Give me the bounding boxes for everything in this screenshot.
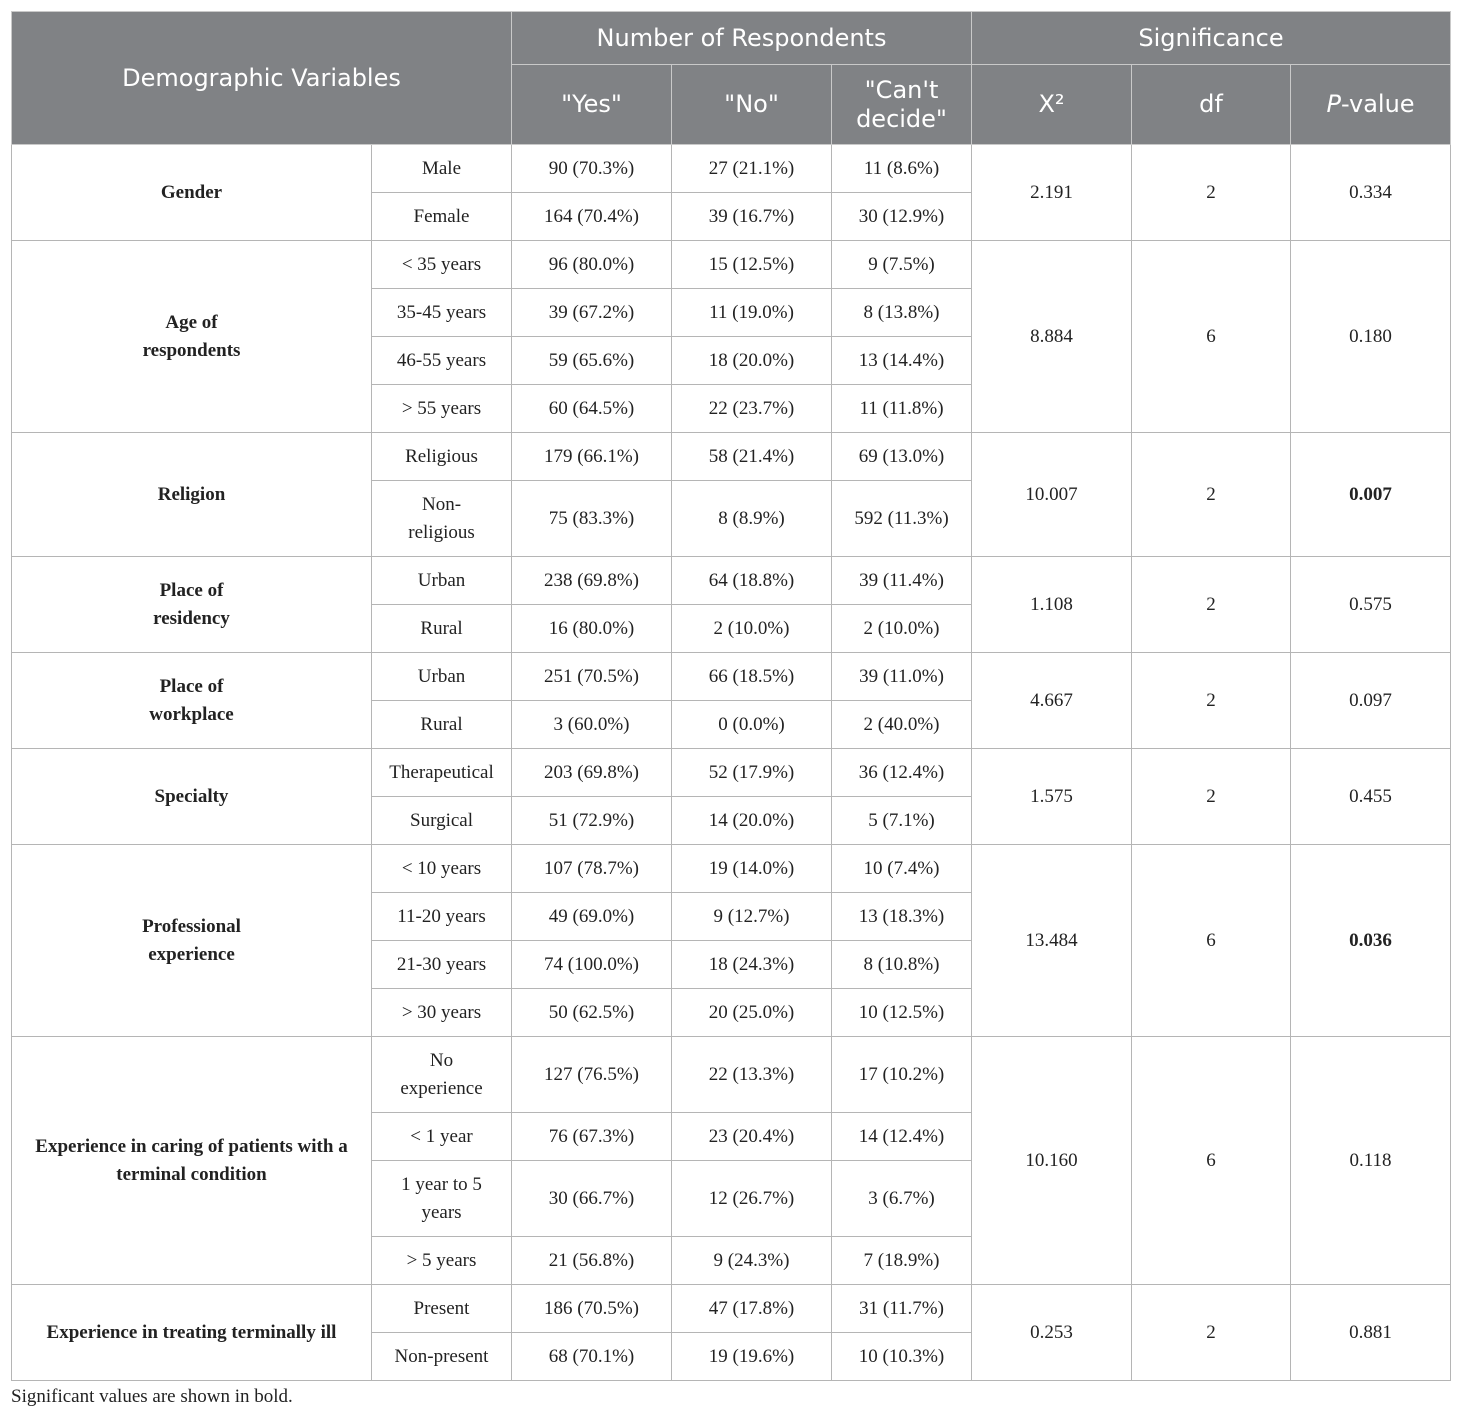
yes-cell: 59 (65.6%) — [512, 337, 672, 385]
category-cell — [372, 557, 512, 605]
chi-square-cell: 0.253 — [972, 1285, 1132, 1381]
category-label: 21-30 years — [396, 953, 487, 975]
no-cell: 12 (26.7%) — [672, 1161, 832, 1237]
category-label: 46-55 years — [396, 349, 487, 371]
chi-square-cell: 13.484 — [972, 845, 1132, 1037]
cant-decide-cell: 13 (14.4%) — [832, 337, 972, 385]
category-label: > 30 years — [401, 1001, 482, 1023]
yes-cell: 186 (70.5%) — [512, 1285, 672, 1333]
header-chi-square: X² — [972, 65, 1132, 145]
cant-decide-cell: 10 (7.4%) — [832, 845, 972, 893]
yes-cell: 127 (76.5%) — [512, 1037, 672, 1113]
category-cell — [372, 701, 512, 749]
header-significance: Significance — [972, 12, 1451, 65]
variable-cell — [12, 145, 372, 241]
chi-square-cell: 10.160 — [972, 1037, 1132, 1285]
cant-decide-cell: 2 (40.0%) — [832, 701, 972, 749]
p-value-cell: 0.007 — [1291, 433, 1451, 557]
table-row — [12, 241, 1451, 289]
yes-cell: 39 (67.2%) — [512, 289, 672, 337]
no-cell: 66 (18.5%) — [672, 653, 832, 701]
table-row — [12, 845, 1451, 893]
table-row — [12, 433, 1451, 481]
no-cell: 19 (14.0%) — [672, 845, 832, 893]
category-cell — [372, 289, 512, 337]
category-cell — [372, 1237, 512, 1285]
category-cell — [372, 1285, 512, 1333]
no-cell: 20 (25.0%) — [672, 989, 832, 1037]
variable-label: Professional experience — [142, 915, 241, 965]
category-cell — [372, 1333, 512, 1381]
cant-decide-cell: 39 (11.4%) — [832, 557, 972, 605]
no-cell: 47 (17.8%) — [672, 1285, 832, 1333]
chi-square-cell: 2.191 — [972, 145, 1132, 241]
category-cell — [372, 605, 512, 653]
df-cell: 2 — [1132, 1285, 1291, 1381]
category-cell — [372, 1161, 512, 1237]
no-cell: 64 (18.8%) — [672, 557, 832, 605]
p-value-cell: 0.455 — [1291, 749, 1451, 845]
cant-decide-cell: 10 (12.5%) — [832, 989, 972, 1037]
category-label: Therapeutical — [389, 761, 494, 783]
header-p-value — [1291, 65, 1451, 145]
variable-label: Experience in treating terminally ill — [46, 1321, 337, 1343]
category-label: Religious — [405, 445, 478, 467]
category-cell — [372, 941, 512, 989]
yes-cell: 75 (83.3%) — [512, 481, 672, 557]
no-cell: 11 (19.0%) — [672, 289, 832, 337]
cant-decide-cell: 14 (12.4%) — [832, 1113, 972, 1161]
yes-cell: 16 (80.0%) — [512, 605, 672, 653]
yes-cell: 30 (66.7%) — [512, 1161, 672, 1237]
p-value-cell: 0.097 — [1291, 653, 1451, 749]
no-cell: 9 (12.7%) — [672, 893, 832, 941]
category-label: Rural — [420, 617, 463, 639]
yes-cell: 50 (62.5%) — [512, 989, 672, 1037]
cant-decide-cell: 5 (7.1%) — [832, 797, 972, 845]
category-cell — [372, 797, 512, 845]
category-label: > 5 years — [406, 1249, 477, 1271]
no-cell: 8 (8.9%) — [672, 481, 832, 557]
header-no: "No" — [672, 65, 832, 145]
cant-decide-cell: 69 (13.0%) — [832, 433, 972, 481]
variable-label: Specialty — [154, 785, 229, 807]
category-cell — [372, 1037, 512, 1113]
variable-cell — [12, 433, 372, 557]
df-cell: 2 — [1132, 433, 1291, 557]
variable-label: Experience in caring of patients with a terminal condition — [35, 1135, 348, 1185]
yes-cell: 251 (70.5%) — [512, 653, 672, 701]
yes-cell: 3 (60.0%) — [512, 701, 672, 749]
no-cell: 9 (24.3%) — [672, 1237, 832, 1285]
category-label: < 10 years — [401, 857, 482, 879]
header-cant-decide-line2: decide" — [856, 104, 947, 133]
table-body — [12, 145, 1451, 1381]
category-cell — [372, 989, 512, 1037]
table-row — [12, 557, 1451, 605]
chi-square-cell: 1.575 — [972, 749, 1132, 845]
category-label: Non-religious — [408, 493, 475, 543]
yes-cell: 49 (69.0%) — [512, 893, 672, 941]
df-cell: 2 — [1132, 145, 1291, 241]
category-label: > 55 years — [401, 397, 482, 419]
cant-decide-cell: 11 (8.6%) — [832, 145, 972, 193]
p-value-cell: 0.118 — [1291, 1037, 1451, 1285]
variable-label: Place of workplace — [149, 675, 234, 725]
cant-decide-cell: 8 (10.8%) — [832, 941, 972, 989]
table-row — [12, 1285, 1451, 1333]
no-cell: 0 (0.0%) — [672, 701, 832, 749]
df-cell: 6 — [1132, 1037, 1291, 1285]
category-cell — [372, 241, 512, 289]
header-yes: "Yes" — [512, 65, 672, 145]
variable-cell — [12, 1285, 372, 1381]
cant-decide-cell: 10 (10.3%) — [832, 1333, 972, 1381]
p-value-cell: 0.180 — [1291, 241, 1451, 433]
variable-label: Place of residency — [153, 579, 230, 629]
cant-decide-cell: 17 (10.2%) — [832, 1037, 972, 1113]
yes-cell: 96 (80.0%) — [512, 241, 672, 289]
yes-cell: 51 (72.9%) — [512, 797, 672, 845]
yes-cell: 179 (66.1%) — [512, 433, 672, 481]
no-cell: 19 (19.6%) — [672, 1333, 832, 1381]
p-value-cell: 0.334 — [1291, 145, 1451, 241]
category-cell — [372, 433, 512, 481]
header-cant-decide — [832, 65, 972, 145]
variable-cell — [12, 845, 372, 1037]
category-label: Urban — [417, 569, 466, 591]
category-label: Non-present — [394, 1345, 489, 1367]
category-cell — [372, 893, 512, 941]
cant-decide-cell: 39 (11.0%) — [832, 653, 972, 701]
variable-cell — [12, 1037, 372, 1285]
cant-decide-cell: 7 (18.9%) — [832, 1237, 972, 1285]
category-cell — [372, 749, 512, 797]
category-cell — [372, 385, 512, 433]
cant-decide-cell: 9 (7.5%) — [832, 241, 972, 289]
category-label: < 1 year — [410, 1125, 473, 1147]
category-label: 1 year to 5 years — [401, 1173, 482, 1223]
no-cell: 23 (20.4%) — [672, 1113, 832, 1161]
yes-cell: 90 (70.3%) — [512, 145, 672, 193]
df-cell: 6 — [1132, 845, 1291, 1037]
variable-cell — [12, 241, 372, 433]
chi-square-cell: 10.007 — [972, 433, 1132, 557]
chi-square-cell: 8.884 — [972, 241, 1132, 433]
no-cell: 18 (24.3%) — [672, 941, 832, 989]
table-row — [12, 653, 1451, 701]
category-label: No experience — [400, 1049, 483, 1099]
category-label: Urban — [417, 665, 466, 687]
header-demographic-variables: Demographic Variables — [12, 12, 512, 145]
no-cell: 22 (13.3%) — [672, 1037, 832, 1113]
category-label: Male — [421, 157, 462, 179]
category-label: < 35 years — [401, 253, 482, 275]
header-p-value-rest: -value — [1340, 90, 1415, 118]
header-number-of-respondents: Number of Respondents — [512, 12, 972, 65]
category-cell — [372, 845, 512, 893]
yes-cell: 238 (69.8%) — [512, 557, 672, 605]
cant-decide-cell: 3 (6.7%) — [832, 1161, 972, 1237]
no-cell: 14 (20.0%) — [672, 797, 832, 845]
variable-cell — [12, 557, 372, 653]
category-cell — [372, 653, 512, 701]
p-value-cell: 0.881 — [1291, 1285, 1451, 1381]
no-cell: 2 (10.0%) — [672, 605, 832, 653]
df-cell: 2 — [1132, 557, 1291, 653]
table-row — [12, 145, 1451, 193]
p-value-cell: 0.036 — [1291, 845, 1451, 1037]
cant-decide-cell: 13 (18.3%) — [832, 893, 972, 941]
header-cant-decide-line1: "Can't — [864, 75, 939, 104]
cant-decide-cell: 36 (12.4%) — [832, 749, 972, 797]
header-df: df — [1132, 65, 1291, 145]
yes-cell: 76 (67.3%) — [512, 1113, 672, 1161]
category-label: Present — [413, 1297, 470, 1319]
chi-square-cell: 4.667 — [972, 653, 1132, 749]
category-cell — [372, 145, 512, 193]
yes-cell: 164 (70.4%) — [512, 193, 672, 241]
variable-cell — [12, 749, 372, 845]
table-row — [12, 749, 1451, 797]
no-cell: 27 (21.1%) — [672, 145, 832, 193]
no-cell: 15 (12.5%) — [672, 241, 832, 289]
cant-decide-cell: 592 (11.3%) — [832, 481, 972, 557]
df-cell: 2 — [1132, 749, 1291, 845]
table-footnote: Significant values are shown in bold. — [11, 1386, 293, 1407]
df-cell: 6 — [1132, 241, 1291, 433]
df-cell: 2 — [1132, 653, 1291, 749]
chi-square-cell: 1.108 — [972, 557, 1132, 653]
category-label: Rural — [420, 713, 463, 735]
no-cell: 18 (20.0%) — [672, 337, 832, 385]
cant-decide-cell: 2 (10.0%) — [832, 605, 972, 653]
cant-decide-cell: 8 (13.8%) — [832, 289, 972, 337]
no-cell: 58 (21.4%) — [672, 433, 832, 481]
category-cell — [372, 481, 512, 557]
cant-decide-cell: 11 (11.8%) — [832, 385, 972, 433]
yes-cell: 74 (100.0%) — [512, 941, 672, 989]
yes-cell: 107 (78.7%) — [512, 845, 672, 893]
no-cell: 22 (23.7%) — [672, 385, 832, 433]
yes-cell: 203 (69.8%) — [512, 749, 672, 797]
category-label: 35-45 years — [396, 301, 487, 323]
table-row — [12, 1037, 1451, 1113]
category-label: Female — [413, 205, 470, 227]
p-value-cell: 0.575 — [1291, 557, 1451, 653]
category-label: Surgical — [410, 809, 473, 831]
yes-cell: 21 (56.8%) — [512, 1237, 672, 1285]
yes-cell: 68 (70.1%) — [512, 1333, 672, 1381]
table-header — [12, 12, 1451, 145]
category-cell — [372, 337, 512, 385]
variable-cell — [12, 653, 372, 749]
variable-label: Religion — [157, 483, 226, 505]
no-cell: 39 (16.7%) — [672, 193, 832, 241]
category-cell — [372, 193, 512, 241]
category-cell — [372, 1113, 512, 1161]
cant-decide-cell: 31 (11.7%) — [832, 1285, 972, 1333]
variable-label: Gender — [160, 181, 223, 203]
variable-label: Age of respondents — [142, 311, 241, 361]
no-cell: 52 (17.9%) — [672, 749, 832, 797]
category-label: 11-20 years — [397, 905, 486, 927]
header-p-value-italic: P — [1326, 90, 1341, 118]
cant-decide-cell: 30 (12.9%) — [832, 193, 972, 241]
yes-cell: 60 (64.5%) — [512, 385, 672, 433]
results-table — [11, 11, 1451, 1381]
